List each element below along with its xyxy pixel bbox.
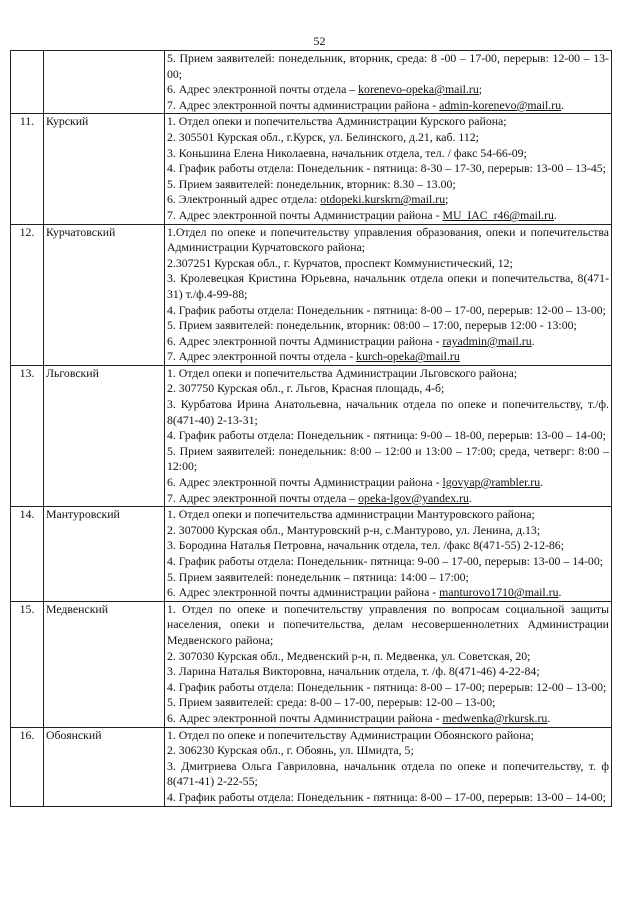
info-line	[167, 523, 609, 539]
info-text: 4. График работы отдела: Понедельник - пятница: 8-30 – 17-30, перерыв: 13-00 – 13-45;	[167, 161, 606, 176]
info-text-suffix: .	[558, 585, 562, 600]
email-link[interactable]: korenevo-opeka@mail.ru	[358, 82, 479, 97]
info-text: 2. 306230 Курская обл., г. Обоянь, ул. Шмидта, 5;	[167, 743, 414, 758]
info-text: 6. Адрес электронной почты администрации района -	[167, 585, 440, 600]
row-number: 11.	[11, 114, 44, 224]
info-line	[167, 664, 609, 680]
info-line	[167, 444, 609, 475]
info-text: 4. График работы отдела: Понедельник- пятница: 9-00 – 17-00, перерыв: 13-00 – 14-00;	[167, 554, 604, 568]
table-row	[11, 114, 612, 224]
info-text: 2.307251 Курская обл., г. Курчатов, проспект Коммунистический, 12;	[167, 255, 513, 270]
info-text-suffix: .	[561, 97, 565, 112]
info-text: 6. Адрес электронной почты отдела –	[167, 82, 359, 97]
info-line	[167, 82, 609, 98]
email-link[interactable]: kurch-opeka@mail.ru	[356, 349, 460, 364]
info-line	[167, 680, 609, 696]
info-text: 3. Ларина Наталья Викторовна, начальник отдела, т. /ф. 8(471-46) 4-22-84;	[167, 664, 540, 679]
info-line	[167, 554, 609, 570]
info-text-suffix: .	[547, 710, 551, 725]
info-line	[167, 649, 609, 665]
info-line	[167, 146, 609, 162]
info-text: 6. Электронный адрес отдела:	[167, 192, 321, 207]
info-text: 2. 305501 Курская обл., г.Курск, ул. Белинского, д.21, каб. 112;	[167, 129, 479, 144]
email-link[interactable]: otdopeki.kurskrn@mail.ru	[320, 192, 446, 207]
info-text: 7. Адрес электронной почты Администрации района -	[167, 207, 443, 222]
row-number: 14.	[11, 507, 44, 602]
info-line	[167, 366, 609, 382]
department-info	[165, 507, 612, 602]
email-link[interactable]: medwenka@rkursk.ru	[442, 710, 548, 725]
info-text-suffix: .	[540, 475, 544, 490]
district-name: Льговский	[44, 365, 165, 506]
info-text: 2. 307000 Курская обл., Мантуровский р-н, с.Мантурово, ул. Ленина, д.13;	[167, 522, 541, 537]
info-line	[167, 51, 609, 82]
info-line	[167, 98, 609, 114]
info-text: 3. Кролевецкая Кристина Юрьевна, начальник отдела опеки и попечительства, 8(471-31) т./ф.4-99-88;	[167, 271, 609, 301]
info-text: 5. Прием заявителей: среда: 8-00 – 17-00, перерыв: 12-00 – 13-00;	[167, 695, 496, 710]
info-text-suffix: .	[531, 333, 535, 348]
row-number: 15.	[11, 601, 44, 727]
info-text: 5. Прием заявителей: понедельник: 8:00 – 12:00 и 13:00 – 17:00; среда, четверг: 8:00 – 12:00;	[167, 443, 609, 474]
table-row	[11, 727, 612, 806]
table-row	[11, 601, 612, 727]
district-name: Курский	[44, 114, 165, 224]
info-text-suffix: .	[468, 490, 472, 505]
table-row	[11, 507, 612, 602]
info-text: 3. Коньшина Елена Николаевна, начальник отдела, тел. / факс 54-66-09;	[167, 145, 527, 160]
info-line	[167, 192, 609, 208]
table-row	[11, 365, 612, 506]
info-line	[167, 397, 609, 428]
info-text: 5. Прием заявителей: понедельник, вторник: 8.30 – 13.00;	[167, 176, 456, 191]
info-line	[167, 491, 609, 507]
info-text: 5. Прием заявителей: понедельник, вторник: 08:00 – 17:00, перерыв 12:00 - 13:00;	[167, 318, 577, 333]
department-info	[165, 51, 612, 114]
info-line	[167, 349, 609, 365]
department-info	[165, 601, 612, 727]
info-line	[167, 130, 609, 146]
info-line	[167, 161, 609, 177]
info-line	[167, 256, 609, 272]
info-text: 1. Отдел опеки и попечительства администрации Мантуровского района;	[167, 507, 535, 522]
email-link[interactable]: rayadmin@mail.ru	[442, 333, 532, 348]
info-line	[167, 790, 609, 806]
info-line	[167, 177, 609, 193]
departments-table	[10, 50, 612, 807]
district-name: Медвенский	[44, 601, 165, 727]
row-number: 16.	[11, 727, 44, 806]
info-line	[167, 743, 609, 759]
info-text: 4. График работы отдела: Понедельник - пятница: 9-00 – 18-00, перерыв: 13-00 – 14-00;	[167, 428, 606, 443]
district-name: Курчатовский	[44, 224, 165, 365]
department-info	[165, 365, 612, 506]
info-line	[167, 114, 609, 130]
info-text: 6. Адрес электронной почты Администрации района -	[167, 333, 443, 348]
district-name: Мантуровский	[44, 507, 165, 602]
email-link[interactable]: admin-korenevo@mail.ru	[439, 97, 562, 112]
info-text: 1. Отдел опеки и попечительства Администрации Курского района;	[167, 114, 507, 129]
info-line	[167, 507, 609, 523]
info-text: 4. График работы отдела: Понедельник - пятница: 8-00 – 17-00, перерыв: 12-00 – 13-00;	[167, 302, 606, 317]
table-row	[11, 224, 612, 365]
district-name	[44, 51, 165, 114]
info-text: 6. Адрес электронной почты Администрации района -	[167, 475, 443, 490]
info-line	[167, 695, 609, 711]
info-line	[167, 570, 609, 586]
row-number	[11, 51, 44, 114]
email-link[interactable]: opeka-lgov@yandex.ru	[358, 490, 469, 505]
email-link[interactable]: manturovo1710@mail.ru	[439, 585, 559, 600]
info-text: 5. Прием заявителей: понедельник, вторник, среда: 8 -00 – 17-00, перерыв: 12-00 – 13-00;	[167, 51, 609, 81]
row-number: 13.	[11, 365, 44, 506]
info-text-suffix: ;	[445, 192, 449, 207]
info-line	[167, 428, 609, 444]
info-text: 4. График работы отдела: Понедельник - пятница: 8-00 – 17-00, перерыв: 13-00 – 14-00;	[167, 789, 606, 804]
info-text: 2. 307750 Курская обл., г. Льгов, Красная площадь, 4-б;	[167, 381, 445, 396]
department-info	[165, 224, 612, 365]
info-text: 1. Отдел опеки и попечительства Администрации Льговского района;	[167, 365, 518, 380]
info-text: 5. Прием заявителей: понедельник – пятница: 14:00 – 17:00;	[167, 569, 469, 584]
info-text: 1.Отдел по опеке и попечительству управления образования, опеки и попечительства Администрации Курчатовского района;	[167, 224, 609, 255]
email-link[interactable]: lgovyap@rambler.ru	[442, 475, 541, 490]
info-text: 7. Адрес электронной почты администрации района -	[167, 97, 440, 112]
info-text: 4. График работы отдела: Понедельник - пятница: 8-00 – 17-00; перерыв: 12-00 – 13-00;	[167, 679, 607, 694]
info-line	[167, 303, 609, 319]
info-line	[167, 318, 609, 334]
email-link[interactable]: MU_IAC_r46@mail.ru	[442, 207, 554, 222]
info-line	[167, 475, 609, 491]
info-text: 3. Бородина Наталья Петровна, начальник отдела, тел. /факс 8(471-55) 2-12-86;	[167, 538, 564, 553]
info-line	[167, 381, 609, 397]
info-line	[167, 208, 609, 224]
info-line	[167, 602, 609, 649]
row-number: 12.	[11, 224, 44, 365]
info-line	[167, 538, 609, 554]
department-info	[165, 114, 612, 224]
info-line	[167, 271, 609, 302]
info-text: 1. Отдел по опеке и попечительству Администрации Обоянского района;	[167, 727, 534, 742]
page-number: 52	[313, 34, 326, 48]
info-text: 6. Адрес электронной почты Администрации района -	[167, 710, 443, 725]
info-line	[167, 225, 609, 256]
info-text: 7. Адрес электронной почты отдела –	[167, 490, 359, 505]
info-text: 7. Адрес электронной почты отдела -	[167, 349, 357, 364]
department-info	[165, 727, 612, 806]
info-text: 1. Отдел по опеке и попечительству управления по вопросам социальной защиты населения, опеки и попечительства, делам несовершеннолетних Администрации Медвенского района;	[167, 601, 609, 647]
info-line	[167, 711, 609, 727]
info-text-suffix: .	[553, 207, 557, 222]
info-line	[167, 334, 609, 350]
info-line	[167, 759, 609, 790]
info-text: 3. Дмитриева Ольга Гавриловна, начальник отдела по опеке и попечительству, т. ф 8(471-41) 2-22-55;	[167, 758, 609, 789]
info-line	[167, 585, 609, 601]
info-text-suffix: ;	[478, 82, 483, 97]
info-text: 2. 307030 Курская обл., Медвенский р-н, п. Медвенка, ул. Советская, 20;	[167, 648, 531, 663]
info-line	[167, 728, 609, 744]
district-name: Обоянский	[44, 727, 165, 806]
info-text: 3. Курбатова Ирина Анатольевна, начальник отдела по опеке и попечительству, т./ф. 8(471-40) 2-13-31;	[167, 397, 609, 427]
table-row	[11, 51, 612, 114]
